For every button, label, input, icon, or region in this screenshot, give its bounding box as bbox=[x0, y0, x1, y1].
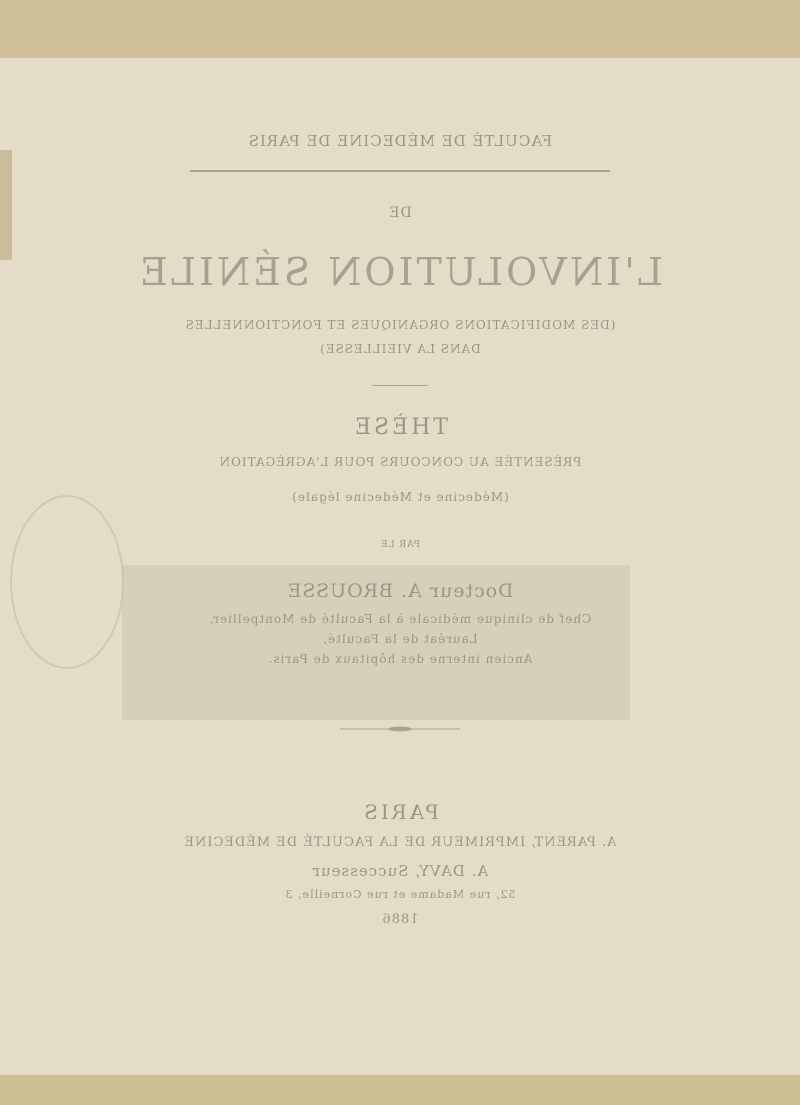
author-name: Docteur A. BROUSSE bbox=[286, 580, 514, 602]
thesis-purpose: PRÉSENTÉE AU CONCOURS POUR L'AGRÉGATION bbox=[218, 455, 582, 469]
author-credential-1: Chef de clinique médicale à la Faculté de Montpellier, bbox=[208, 612, 592, 626]
author-credential-3: Ancien interne des hôpitaux de Paris. bbox=[267, 652, 533, 666]
successor-line: A. DAVY, Successeur bbox=[311, 862, 489, 880]
subtitle-line-1: (DES MODIFICATIONS ORGANIQUES ET FONCTIONNELLES bbox=[184, 318, 616, 332]
header-rule bbox=[190, 170, 610, 172]
thesis-section: (Médecine et Médecine légale) bbox=[291, 490, 509, 504]
author-credential-2: Lauréat de la Faculté, bbox=[322, 632, 478, 646]
subtitle-line-2: DANS LA VIEILLESSE) bbox=[319, 342, 481, 356]
thesis-label: THÈSE bbox=[351, 415, 449, 440]
short-rule bbox=[372, 385, 428, 386]
faculty-heading: FACULTÉ DE MÉDECINE DE PARIS bbox=[247, 132, 553, 150]
title-prefix: DE bbox=[388, 205, 412, 221]
publisher-line: A. PARENT, IMPRIMEUR DE LA FACULTÉ DE MÉDECINE bbox=[183, 835, 617, 850]
publication-year: 1886 bbox=[381, 912, 419, 927]
main-title: L'INVOLUTION SÉNILE bbox=[137, 250, 663, 294]
address-line: 52, rue Madame et rue Corneille, 3 bbox=[284, 888, 516, 901]
publication-city: PARIS bbox=[361, 800, 439, 824]
by-label: PAR LE bbox=[380, 540, 420, 550]
ornament-divider bbox=[340, 726, 460, 732]
